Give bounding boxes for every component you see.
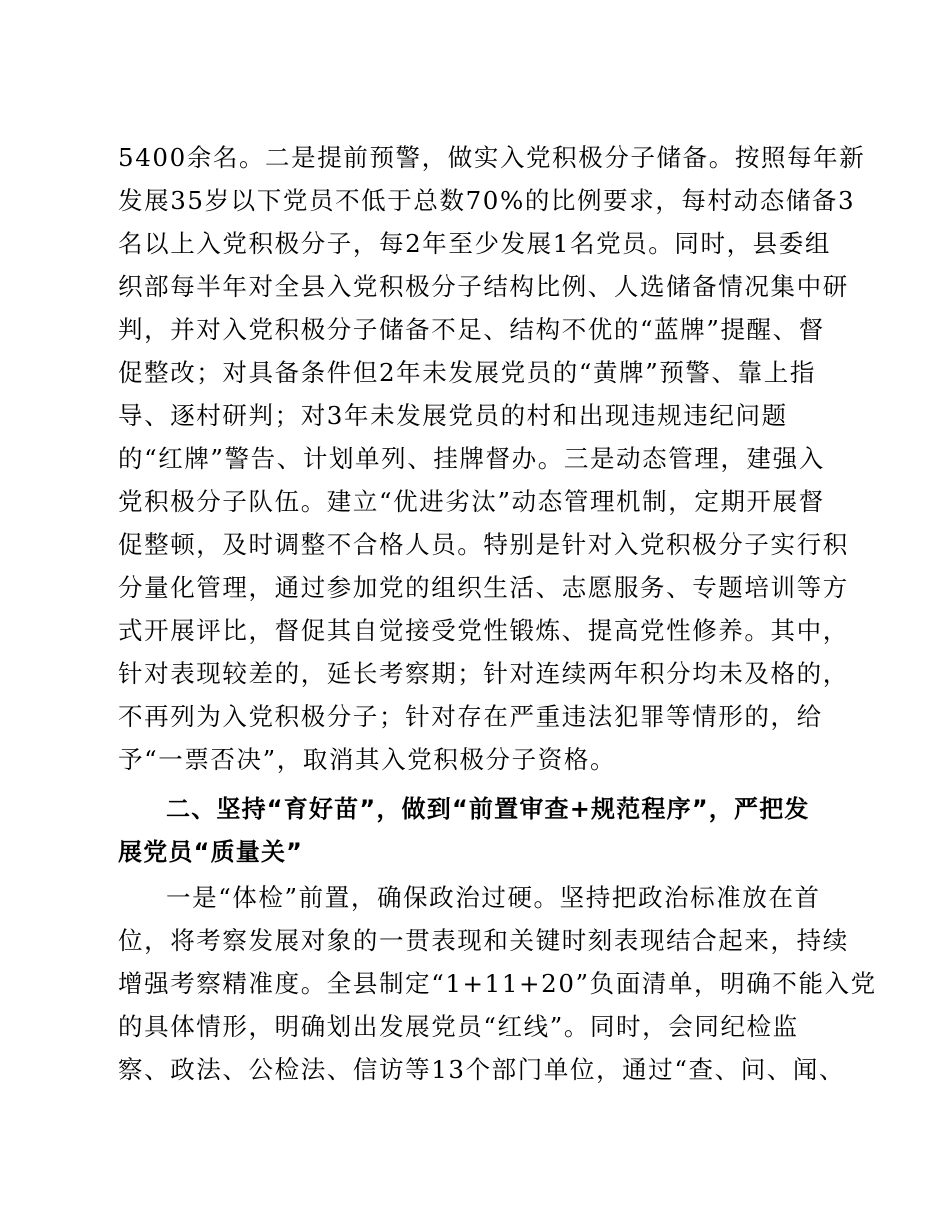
paragraph-1-line-15: 予“一票否决”，取消其入党积极分子资格。 xyxy=(118,745,617,774)
paragraph-1-line-7: 导、逐村研判；对3年未发展党员的村和出现违规违纪问题 xyxy=(118,401,788,430)
paragraph-1-line-12: 式开展评比，督促其自觉接受党性锻炼、提高党性修养。其中， xyxy=(118,616,849,645)
paragraph-1-line-13: 针对表现较差的，延长考察期；针对连续两年积分均未及格的， xyxy=(118,659,849,688)
section-heading-line-1: 二、坚持“育好苗”，做到“前置审查+规范程序”，严把发 xyxy=(166,795,810,823)
paragraph-1-line-14: 不再列为入党积极分子；针对存在严重违法犯罪等情形的，给 xyxy=(118,702,823,731)
paragraph-1-line-3: 名以上入党积极分子，每2年至少发展1名党员。同时，县委组 xyxy=(118,229,831,258)
paragraph-2-line-2: 位，将考察发展对象的一贯表现和关键时刻表现结合起来，持续 xyxy=(118,926,849,955)
paragraph-1-line-6: 促整改；对具备条件但2年未发展党员的“黄牌”预警、靠上指 xyxy=(118,358,816,387)
paragraph-2-line-3: 增强考察精准度。全县制定“1+11+20”负面清单，明确不能入党 xyxy=(118,969,877,998)
paragraph-1-line-4: 织部每半年对全县入党积极分子结构比例、人选储备情况集中研 xyxy=(118,272,849,301)
paragraph-1-line-10: 促整顿，及时调整不合格人员。特别是针对入党积极分子实行积 xyxy=(118,530,849,559)
paragraph-2-line-5: 察、政法、公检法、信访等13个部门单位，通过“查、问、闻、 xyxy=(118,1055,846,1084)
paragraph-1-line-1: 5400余名。二是提前预警，做实入党积极分子储备。按照每年新 xyxy=(118,143,866,172)
paragraph-1-line-9: 党积极分子队伍。建立“优进劣汰”动态管理机制，定期开展督 xyxy=(118,487,825,516)
paragraph-1-line-11: 分量化管理，通过参加党的组织生活、志愿服务、专题培训等方 xyxy=(118,573,849,602)
section-heading-line-2: 展党员“质量关” xyxy=(118,838,304,866)
paragraph-1-line-8: 的“红牌”警告、计划单列、挂牌督办。三是动态管理，建强入 xyxy=(118,444,825,473)
paragraph-1-line-5: 判，并对入党积极分子储备不足、结构不优的“蓝牌”提醒、督 xyxy=(118,315,825,344)
paragraph-2-line-4: 的具体情形，明确划出发展党员“红线”。同时，会同纪检监 xyxy=(118,1012,799,1041)
paragraph-1-line-2: 发展35岁以下党员不低于总数70%的比例要求，每村动态储备3 xyxy=(118,186,856,215)
paragraph-2-line-1: 一是“体检”前置，确保政治过硬。坚持把政治标准放在首 xyxy=(166,883,821,912)
